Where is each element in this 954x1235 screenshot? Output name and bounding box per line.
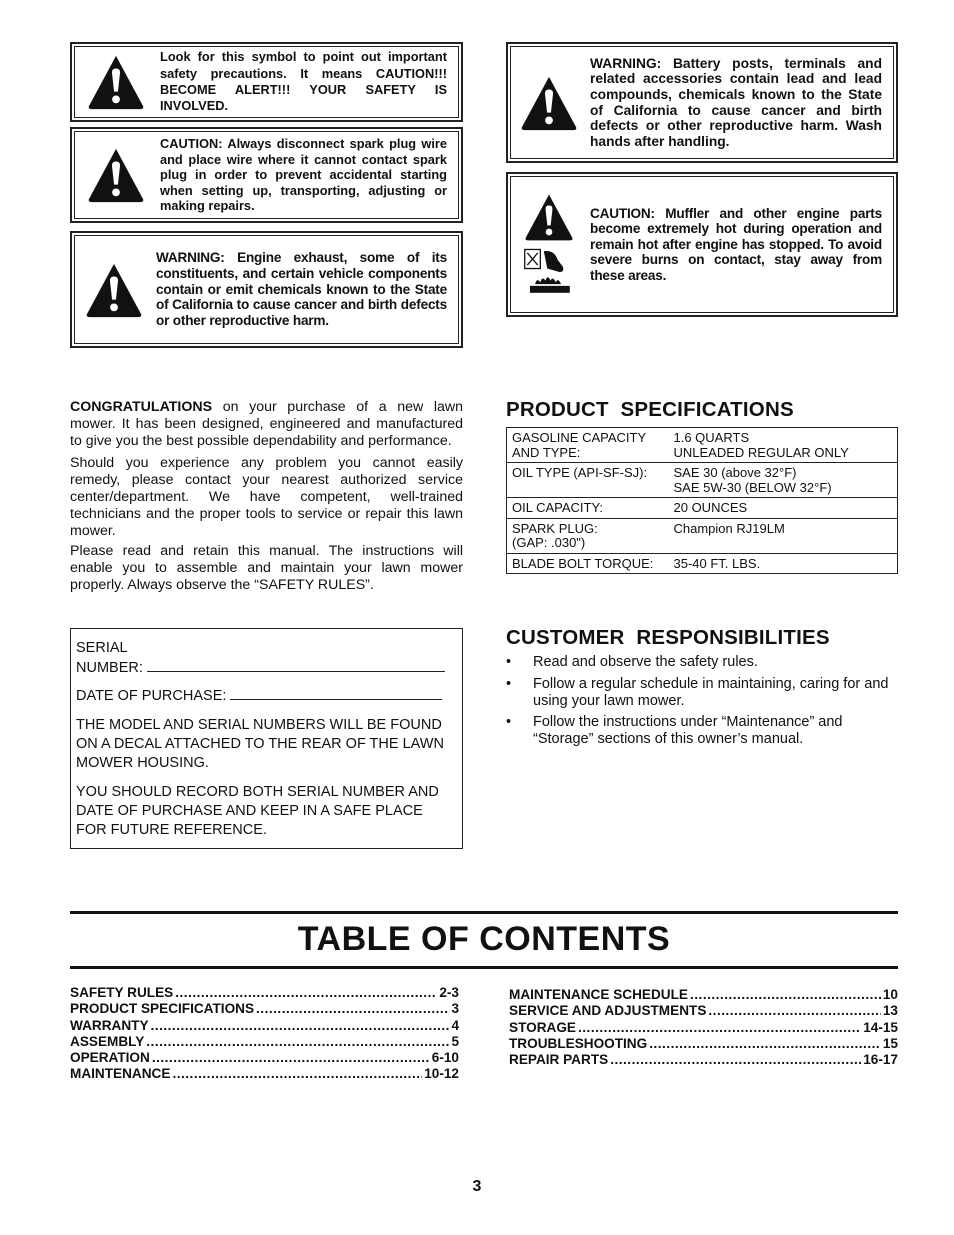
toc-label: SAFETY RULES	[70, 985, 174, 1000]
toc-page: 5	[451, 1033, 459, 1049]
toc-label: SERVICE AND ADJUSTMENTS	[509, 1003, 707, 1019]
toc-entry[interactable]	[509, 1020, 898, 1036]
serial-number-field[interactable]	[147, 658, 445, 672]
spec-value: SAE 30 (above 32°F) SAE 5W-30 (BELOW 32°F)	[669, 463, 898, 498]
toc-page: 10-12	[424, 1066, 459, 1082]
toc-entry[interactable]	[70, 985, 459, 1001]
responsibilities-list	[506, 654, 902, 753]
safety-alert-icon	[524, 192, 574, 242]
spark-plug-caution-text: CAUTION: Always disconnect spark plug wire and place wire where it cannot contact spark plug in order to prevent accidental starting when setting up, transporting, adjusting or making repairs.	[160, 136, 447, 214]
spec-row	[507, 463, 898, 498]
toc-top-rule	[70, 911, 898, 914]
spec-label: SPARK PLUG: (GAP: .030")	[507, 518, 669, 553]
toc-entry[interactable]	[509, 1052, 898, 1068]
serial-number-line	[76, 639, 457, 678]
muffler-caution-box	[506, 172, 898, 317]
toc-label: STORAGE	[509, 1019, 576, 1035]
battery-warning-text: WARNING: Battery posts, terminals and related accessories contain lead and lead compounds, chemicals known to the State of California to cause cancer and birth defects or other reproductive harm. Wash hands after handling.	[590, 55, 882, 149]
toc-page: 6-10	[431, 1050, 459, 1066]
serial-number-label: NUMBER:	[76, 660, 143, 676]
specifications-table	[506, 427, 898, 574]
spec-label: GASOLINE CAPACITY AND TYPE:	[507, 428, 669, 463]
muffler-caution-text: CAUTION: Muffler and other engine parts become extremely hot during operation and remain hot after engine has stopped. To avoid severe burns on contact, stay away from these areas.	[590, 205, 882, 283]
intro-paragraph-3: Please read and retain this manual. The instructions will enable you to assemble and maintain your lawn mower properly. Always observe the “SAFETY RULES”.	[70, 543, 463, 593]
toc-label: WARRANTY	[70, 1017, 149, 1033]
serial-label: SERIAL	[76, 640, 128, 656]
customer-responsibilities-heading: CUSTOMER RESPONSIBILITIES	[506, 626, 830, 649]
toc-label: ASSEMBLY	[70, 1033, 145, 1049]
spec-label: BLADE BOLT TORQUE:	[507, 553, 669, 574]
toc-page: 2-3	[439, 985, 459, 1000]
toc-page: 4	[451, 1017, 459, 1033]
hot-surface-icon	[523, 246, 575, 298]
spec-value: 20 OUNCES	[669, 498, 898, 519]
congratulations-lead: CONGRATULATIONS	[70, 399, 213, 415]
toc-entry[interactable]	[70, 1018, 459, 1034]
list-item: • Read and observe the safety rules.	[506, 654, 902, 671]
toc-entry[interactable]	[70, 1034, 459, 1050]
safety-alert-icon	[87, 53, 145, 111]
spec-value: Champion RJ19LM	[669, 518, 898, 553]
toc-entry[interactable]	[509, 987, 898, 1003]
toc-entry[interactable]	[509, 1036, 898, 1052]
date-of-purchase-field[interactable]	[230, 686, 442, 700]
spec-value: 1.6 QUARTS UNLEADED REGULAR ONLY	[669, 428, 898, 463]
toc-label: PRODUCT SPECIFICATIONS	[70, 1001, 255, 1017]
spec-row	[507, 553, 898, 574]
toc-label: TROUBLESHOOTING	[509, 1035, 648, 1051]
intro-text-1: on your purchase of a new lawn mower. It has been designed, engineered and manufactured to give you the best possible dependability and performance.	[70, 399, 463, 449]
toc-label: OPERATION	[70, 1050, 150, 1066]
record-reminder-note: YOU SHOULD RECORD BOTH SERIAL NUMBER AND DATE OF PURCHASE AND KEEP IN A SAFE PLACE FOR FUTURE REFERENCE.	[76, 784, 439, 838]
battery-warning-box	[506, 42, 898, 163]
safety-alert-icon	[520, 74, 578, 132]
toc-page: 16-17	[863, 1052, 898, 1068]
toc-right-column	[509, 987, 898, 1068]
toc-page: 15	[882, 1035, 898, 1051]
page-number: 3	[472, 1178, 482, 1195]
engine-exhaust-warning-box	[70, 231, 463, 348]
spec-row	[507, 498, 898, 519]
toc-page: 3	[451, 1001, 459, 1017]
product-specifications-heading: PRODUCT SPECIFICATIONS	[506, 398, 794, 421]
toc-entry[interactable]	[509, 1003, 898, 1019]
toc-entry[interactable]	[70, 1050, 459, 1066]
model-serial-note: THE MODEL AND SERIAL NUMBERS WILL BE FOUND ON A DECAL ATTACHED TO THE REAR OF THE LAWN MOWER HOUSING.	[76, 717, 444, 771]
toc-page: 10	[882, 987, 898, 1002]
toc-entry[interactable]	[70, 1001, 459, 1017]
spec-label: OIL CAPACITY:	[507, 498, 669, 519]
spec-label: OIL TYPE (API-SF-SJ):	[507, 463, 669, 498]
toc-label: MAINTENANCE	[70, 1066, 171, 1082]
toc-label: MAINTENANCE SCHEDULE	[509, 987, 688, 1002]
intro-paragraph-1	[70, 399, 463, 450]
intro-paragraph-2: Should you experience any problem you cannot easily remedy, please contact your nearest authorized service center/department. We have competent, well-trained technicians and the proper tools to service or repair this lawn mower.	[70, 455, 463, 539]
date-of-purchase-line	[76, 686, 457, 706]
toc-page: 14-15	[863, 1019, 898, 1035]
spec-row	[507, 518, 898, 553]
engine-exhaust-warning-text: WARNING: Engine exhaust, some of its constituents, and certain vehicle components contain or emit chemicals known to the State of California to cause cancer and birth defects or other reproductive harm.	[156, 250, 447, 329]
toc-page: 13	[882, 1003, 898, 1019]
toc-title: TABLE OF CONTENTS	[297, 920, 671, 958]
date-of-purchase-label: DATE OF PURCHASE:	[76, 688, 227, 704]
safety-alert-icon	[87, 146, 145, 204]
safety-symbol-text: Look for this symbol to point out important safety precautions. It means CAUTION!!! BECOME ALERT!!! YOUR SAFETY IS INVOLVED.	[160, 49, 447, 114]
safety-alert-icon	[85, 261, 143, 319]
spec-value: 35-40 FT. LBS.	[669, 553, 898, 574]
safety-symbol-box	[70, 42, 463, 122]
serial-record-box	[70, 628, 463, 849]
toc-left-column	[70, 985, 459, 1083]
toc-bottom-rule	[70, 966, 898, 969]
list-item: • Follow the instructions under “Maintenance” and “Storage” sections of this owner’s manual.	[506, 714, 902, 748]
toc-label: REPAIR PARTS	[509, 1052, 609, 1068]
spark-plug-caution-box	[70, 127, 463, 223]
spec-row	[507, 428, 898, 463]
list-item: • Follow a regular schedule in maintaining, caring for and using your lawn mower.	[506, 676, 902, 710]
toc-entry[interactable]	[70, 1066, 459, 1082]
